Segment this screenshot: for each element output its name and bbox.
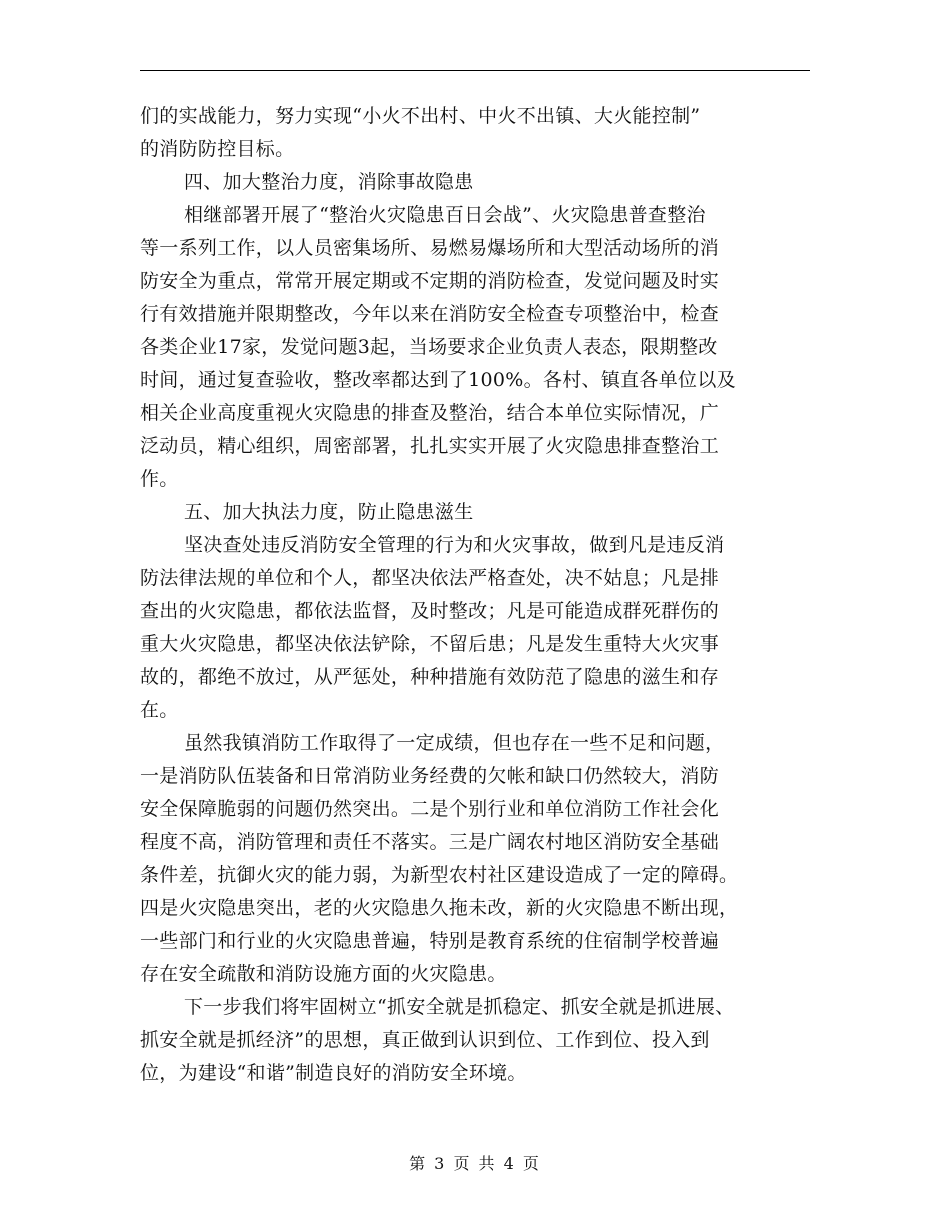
text-line: 位，为建设“和谐”制造良好的消防安全环境。 xyxy=(140,1062,527,1084)
text-line: 存在安全疏散和消防设施方面的火灾隐患。 xyxy=(140,963,507,985)
text-line: 查出的火灾隐患，都依法监督，及时整改；凡是可能造成群死群伤的 xyxy=(140,600,720,622)
text-line: 一些部门和行业的火灾隐患普遍，特别是教育系统的住宿制学校普遍 xyxy=(140,930,720,952)
text-line: 相关企业高度重视火灾隐患的排查及整治，结合本单位实际情况，广 xyxy=(140,402,720,424)
text-line: 等一系列工作，以人员密集场所、易燃易爆场所和大型活动场所的消 xyxy=(140,237,720,259)
text-line: 四、加大整治力度，消除事故隐患 xyxy=(184,171,474,193)
text-line: 时间，通过复查验收，整改率都达到了100%。各村、镇直各单位以及 xyxy=(140,369,736,391)
text-line: 重大火灾隐患，都坚决依法铲除，不留后患；凡是发生重特大火灾事 xyxy=(140,633,720,655)
text-line: 防法律法规的单位和个人，都坚决依法严格查处，决不姑息；凡是排 xyxy=(140,567,720,589)
text-line: 作。 xyxy=(140,468,179,490)
text-line: 下一步我们将牢固树立“抓安全就是抓稳定、抓安全就是抓进展、 xyxy=(184,996,735,1018)
text-line: 相继部署开展了“整治火灾隐患百日会战”、火灾隐患普查整治 xyxy=(184,204,706,226)
text-line: 在。 xyxy=(140,699,179,721)
text-line: 五、加大执法力度，防止隐患滋生 xyxy=(184,501,474,523)
text-line: 四是火灾隐患突出，老的火灾隐患久拖未改，新的火灾隐患不断出现， xyxy=(140,897,739,919)
text-line: 各类企业17家，发觉问题3起，当场要求企业负责人表态，限期整改 xyxy=(140,336,718,358)
text-line: 虽然我镇消防工作取得了一定成绩，但也存在一些不足和问题， xyxy=(184,732,725,754)
text-line: 的消防防控目标。 xyxy=(140,138,295,160)
header-rule xyxy=(140,70,810,71)
text-line: 坚决查处违反消防安全管理的行为和火灾事故，做到凡是违反消 xyxy=(184,534,725,556)
text-line: 们的实战能力，努力实现“小火不出村、中火不出镇、大火能控制” xyxy=(140,105,701,127)
text-line: 安全保障脆弱的问题仍然突出。二是个别行业和单位消防工作社会化 xyxy=(140,798,720,820)
text-line: 程度不高，消防管理和责任不落实。三是广阔农村地区消防安全基础 xyxy=(140,831,720,853)
document-body xyxy=(140,100,820,1090)
text-line: 一是消防队伍装备和日常消防业务经费的欠帐和缺口仍然较大，消防 xyxy=(140,765,720,787)
page-number: 第 3 页 共 4 页 xyxy=(409,1154,541,1173)
text-line: 抓安全就是抓经济”的思想，真正做到认识到位、工作到位、投入到 xyxy=(140,1029,710,1051)
text-line: 行有效措施并限期整改，今年以来在消防安全检查专项整治中，检查 xyxy=(140,303,720,325)
text-line: 条件差，抗御火灾的能力弱，为新型农村社区建设造成了一定的障碍。 xyxy=(140,864,739,886)
text-line: 故的，都绝不放过，从严惩处，种种措施有效防范了隐患的滋生和存 xyxy=(140,666,720,688)
text-line: 泛动员，精心组织，周密部署，扎扎实实开展了火灾隐患排查整治工 xyxy=(140,435,720,457)
text-line: 防安全为重点，常常开展定期或不定期的消防检查，发觉问题及时实 xyxy=(140,270,720,292)
